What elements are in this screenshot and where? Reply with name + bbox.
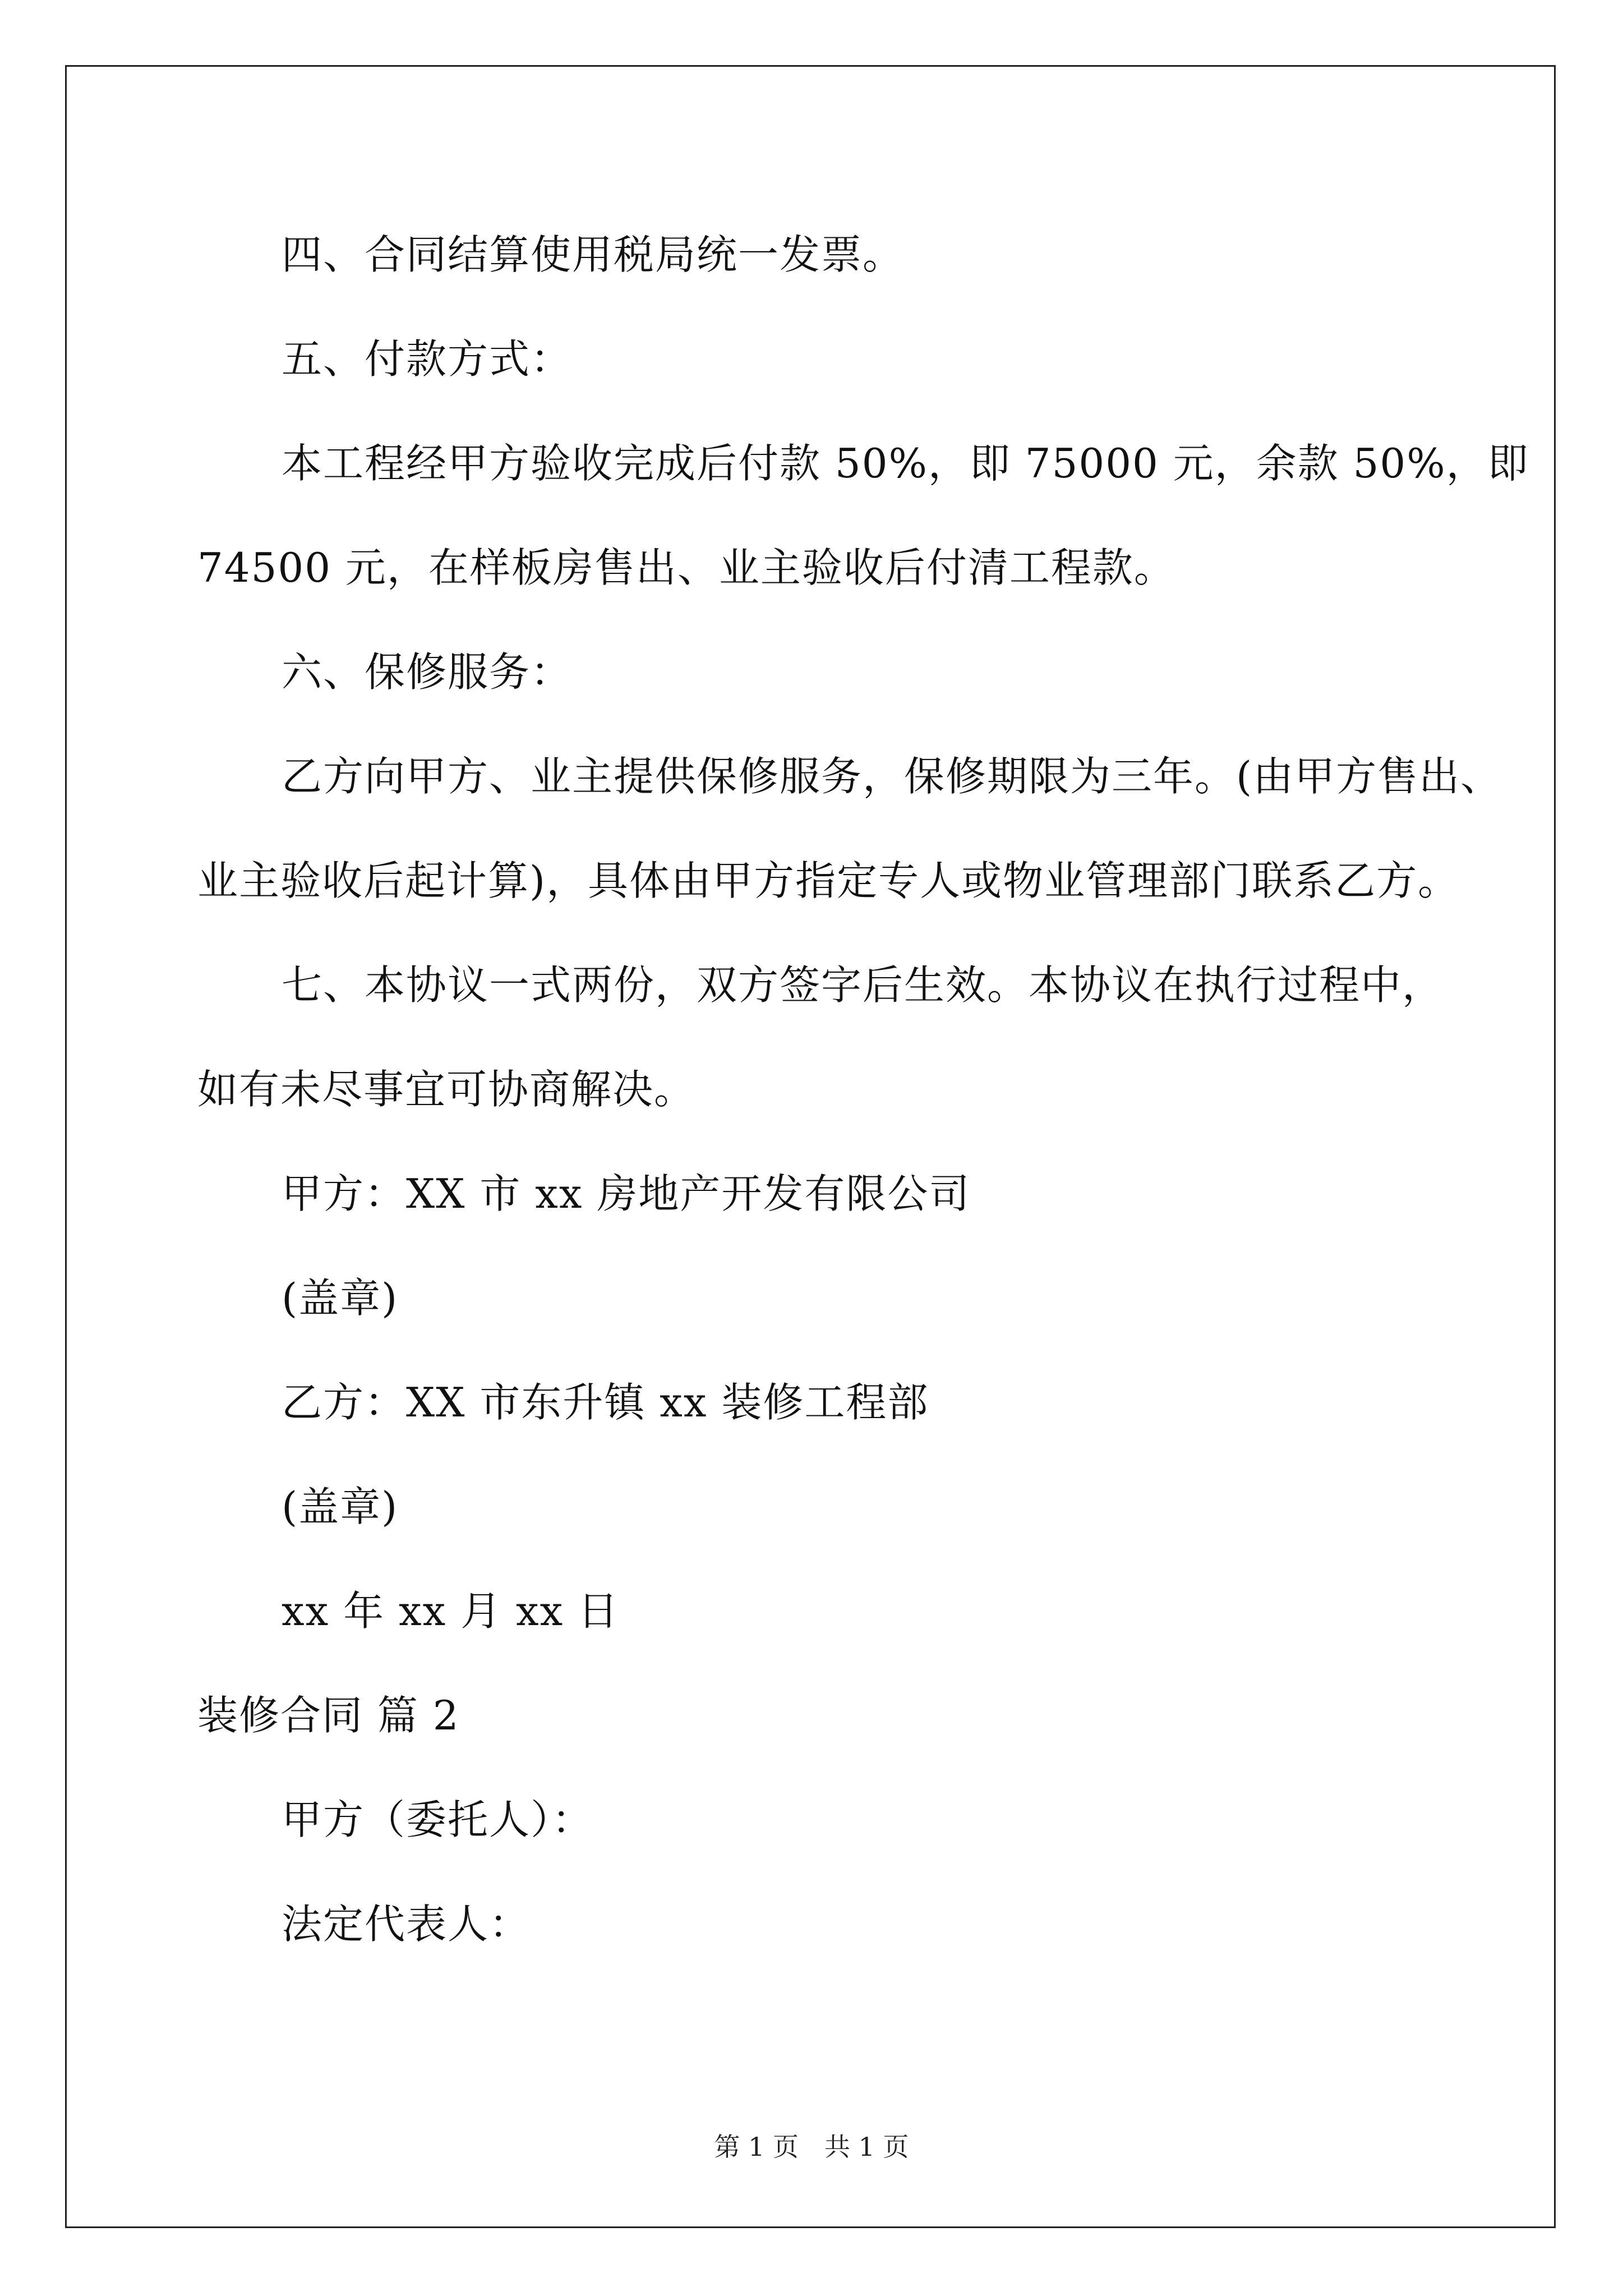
signing-date: xx 年 xx 月 xx 日	[282, 1588, 620, 1635]
party-b-seal: (盖章)	[282, 1483, 399, 1530]
clause-5-heading: 五、付款方式：	[282, 335, 573, 383]
party-a-principal-label: 甲方（委托人）：	[282, 1796, 594, 1843]
section-title-2: 装修合同 篇 2	[197, 1692, 460, 1739]
clause-6-heading: 六、保修服务：	[282, 648, 573, 696]
page-number-footer: 第 1 页 共 1 页	[714, 2132, 909, 2162]
clause-7-line-1: 七、本协议一式两份，双方签字后生效。本协议在执行过程中，	[282, 961, 1444, 1009]
clause-7-line-2: 如有未尽事宜可协商解决。	[197, 1066, 696, 1113]
payment-terms-line-1: 本工程经甲方验收完成后付款 50%，即 75000 元，余款 50%，即	[282, 440, 1529, 487]
party-a-name: 甲方：XX 市 xx 房地产开发有限公司	[282, 1170, 971, 1217]
warranty-line-1: 乙方向甲方、业主提供保修服务，保修期限为三年。(由甲方售出、	[282, 753, 1502, 800]
warranty-line-2: 业主验收后起计算)，具体由甲方指定专人或物业管理部门联系乙方。	[197, 857, 1460, 904]
party-b-name: 乙方：XX 市东升镇 xx 装修工程部	[282, 1379, 929, 1426]
legal-representative-label: 法定代表人：	[282, 1901, 531, 1948]
party-a-seal: (盖章)	[282, 1274, 399, 1322]
clause-4-invoice: 四、合同结算使用税局统一发票。	[282, 231, 905, 278]
payment-terms-line-2: 74500 元，在样板房售出、业主验收后付清工程款。	[197, 544, 1175, 591]
